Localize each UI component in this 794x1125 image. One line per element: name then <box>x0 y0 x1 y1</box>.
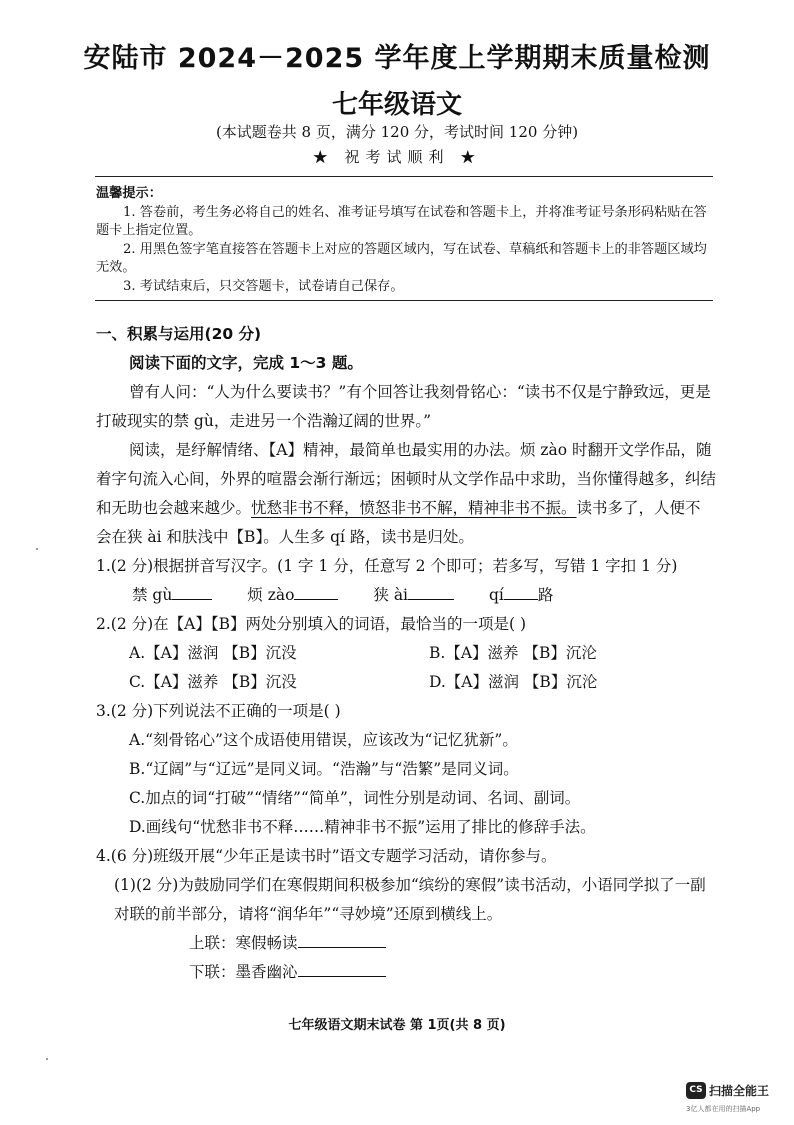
answer-blank[interactable] <box>172 581 212 600</box>
section-heading: 一、积累与运用(20 分) <box>96 325 262 343</box>
question-4: 4.(6 分)班级开展“少年正是读书时”语文专题学习活动，请你参与。 <box>96 847 557 865</box>
tips-box <box>96 185 712 296</box>
option: D.【A】滋润 【B】沉沦 <box>429 673 598 691</box>
answer-blank[interactable] <box>294 581 338 600</box>
q1-item: 烦 zào <box>247 586 295 604</box>
answer-blank[interactable] <box>504 581 538 600</box>
couplet-upper-text: 上联：寒假畅读 <box>189 934 298 952</box>
scan-speck <box>46 1058 48 1060</box>
q2-options-row <box>96 639 716 668</box>
couplet-lower <box>96 958 716 987</box>
answer-blank[interactable] <box>298 960 386 977</box>
q2-options-row <box>96 668 716 697</box>
scanner-watermark <box>686 1080 769 1099</box>
q1-item: 狭 ài <box>373 586 409 604</box>
option: D.画线句“忧愁非书不释……精神非书不振”运用了排比的修辞手法。 <box>129 818 596 836</box>
exam-info: (本试题卷共 8 页，满分 120 分，考试时间 120 分钟) <box>215 123 579 141</box>
scanner-name: 扫描全能王 <box>709 1084 770 1098</box>
exam-subtitle: 七年级语文 <box>331 90 462 120</box>
q1-item: 路 <box>537 586 554 604</box>
underlined-sentence: 忧愁非书不释，愤怒非书不解，精神非书不振。 <box>251 499 577 517</box>
exam-title: 安陆市 2024－2025 学年度上学期期末质量检测 <box>83 43 711 74</box>
page-footer: 七年级语文期末试卷 第 1页(共 8 页) <box>288 1018 506 1033</box>
q1-blanks <box>96 581 716 610</box>
scanner-tagline: 3亿人都在用的扫描App <box>686 1105 761 1113</box>
reading-instruction: 阅读下面的文字，完成 1～3 题。 <box>129 354 363 372</box>
answer-blank[interactable] <box>298 931 386 948</box>
tip-item: 3. 考试结束后，只交答题卡，试卷请自己保存。 <box>123 278 404 294</box>
answer-blank[interactable] <box>408 581 454 600</box>
couplet-lower-text: 下联：墨香幽沁 <box>189 963 298 981</box>
q1-item: qí <box>488 586 504 604</box>
question-1: 1.(2 分)根据拼音写汉字。(1 字 1 分，任意写 2 个即可；若多写，写错 1 字扣 1 分) <box>96 557 678 575</box>
passage-paragraph: 曾有人问：“人为什么要读书？”有个回答让我刻骨铭心：“读书不仅是宁静致远，更是打破现实的禁 gù，走进另一个浩瀚辽阔的世界。” <box>96 383 711 430</box>
question-4-1: (1)(2 分)为鼓励同学们在寒假期间积极参加“缤纷的寒假”读书活动，小语同学拟了一副对联的前半部分，请将“润华年”“寻妙境”还原到横线上。 <box>114 876 706 923</box>
option: A.【A】滋润 【B】沉没 <box>129 644 297 662</box>
option: A.“刻骨铭心”这个成语使用错误，应该改为“记忆犹新”。 <box>129 731 518 749</box>
option: B.【A】滋养 【B】沉沦 <box>429 644 597 662</box>
scanner-logo-icon: CS <box>686 1082 706 1099</box>
section-accumulation <box>96 320 716 987</box>
couplet-upper <box>96 929 716 958</box>
passage-text: 阅读，是纾解情绪、【A】精神，最简单也最实用的办法。烦 zào 时翻开文学作品，随着字句流入心间，外界的喧嚣会渐行渐远；困顿时从文学作品中求助，当你懂得越多，纠结和无助也会越来越少。 <box>96 441 717 517</box>
option: B.“辽阔”与“辽远”是同义词。“浩瀚”与“浩繁”是同义词。 <box>129 760 519 778</box>
question-2: 2.(2 分)在【A】【B】两处分别填入的词语，最恰当的一项是( ) <box>96 615 527 633</box>
question-3: 3.(2 分)下列说法不正确的一项是( ) <box>96 702 341 720</box>
tip-item: 1. 答卷前，考生务必将自己的姓名、准考证号填写在试卷和答题卡上，并将准考证号条形码粘贴在答题卡上指定位置。 <box>96 204 707 238</box>
scan-speck <box>36 548 38 550</box>
q1-item: 禁 gù <box>132 586 173 604</box>
exam-wish: ★ 祝考试顺利 ★ <box>312 148 482 166</box>
option: C.加点的词“打破”“情绪”“简单”，词性分别是动词、名词、副词。 <box>129 789 581 807</box>
divider-bottom <box>95 300 713 301</box>
passage-text: 读书多了，人便不会在狭 ài 和肤浅中【B】。人生多 qí 路，读书是归处。 <box>96 499 701 546</box>
divider-top <box>95 176 713 177</box>
passage-paragraph-2 <box>96 436 716 552</box>
option: C.【A】滋养 【B】沉没 <box>129 673 297 691</box>
tip-item: 2. 用黑色签字笔直接答在答题卡上对应的答题区域内，写在试卷、草稿纸和答题卡上的非答题区域均无效。 <box>96 241 707 275</box>
tips-heading: 温馨提示： <box>96 186 162 201</box>
